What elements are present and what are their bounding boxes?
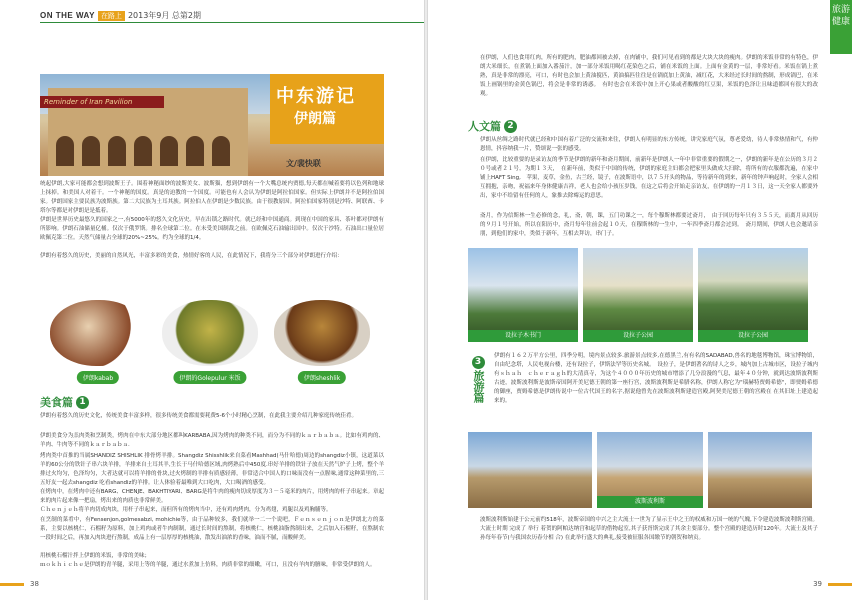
arch <box>212 136 230 166</box>
shiraz-photo-row <box>468 248 808 342</box>
photo-caption: 波斯波利斯 <box>597 496 703 508</box>
section-title: 人文篇 <box>468 120 501 133</box>
section-title: 旅游篇 <box>472 370 485 403</box>
footer-bar <box>828 583 852 586</box>
photo-gate <box>468 248 578 342</box>
culture-para-3: 斋月，作为信斯林一生必修的念，礼，斋，朝，课，五门功课之一，每个穆斯林都要过斋月， 由于回历每年只有３５５天，而离月从回历的９月１号开始，所以在阳历中，斋月每年往前会起１０天，在穆斯林的一生中，一年四季斋月都会过到。 斋月期间，伊朗人也会邀请亲朋，到他们的家中，类似于新年，互相去拜访，串门子。 <box>480 213 818 237</box>
food-para-5: Ｃｈｅｎｊｅｈ将羊肉切成肉块，用杆子串起来，而但所有的烤肉当中，还有鸡肉烤肉，分为鸡翅，鸡腿以及鸡胸脯等。 <box>40 507 332 513</box>
pavilion-banner: Reminder of Iran Pavilion <box>40 96 164 108</box>
photo-caption: 伊朗sheshlik <box>298 371 346 384</box>
section-title: 美食篇 <box>40 396 73 409</box>
section-heading-food <box>40 394 89 410</box>
rice-plate <box>162 300 258 366</box>
food-para-2: 伊朗美食分为羔肉类和烹制类，烤肉在中东大部分地区都叫KARBABA,因为烤肉的种类不同，而分为不同的ｋａｒｂａｂａ。比如有鸡肉的、羊肉、牛肉等不同的ｋａｒｂａｂａ. <box>40 433 384 448</box>
section-tag: 在路上 <box>98 11 125 21</box>
page-number: 39 <box>813 580 822 588</box>
persepolis-photo-row <box>468 432 812 508</box>
food-photo-row <box>50 300 370 386</box>
article-title: 中东游记 <box>276 86 356 107</box>
left-page <box>0 0 424 600</box>
header-rule <box>40 22 424 23</box>
arch <box>186 136 204 166</box>
article-subtitle: 伊朗篇 <box>294 111 336 127</box>
food-para-7: 用核桃石榴汁拌上伊朗的米饭，非常的美味； <box>40 553 151 559</box>
food-photo <box>274 300 370 386</box>
food-photo <box>162 300 258 386</box>
photo-persepolis-3 <box>708 432 812 508</box>
author-byline: 文/裴快联 <box>286 159 321 168</box>
culture-para-2: 在伊朗，比较重要的是录访友的季节是伊朗的新年和斋月期间，前新年是伊朗人一年中非常重要的假期之一，伊朗的新年是在公历的３月２０号或者２１号，为期１３天， 在新年前，类似于中国的传统，伊朗的家庭主妇都会把家里头做成大扫除，将所有的衣服都洗遍，在家中铺上HAFT Sing, 苹果，麦草，金鱼，古兰经，镜子，在波斯语中，以７５开头的物品，等待新年的到来，新年的钟声响起时，全家人会相互拥抱，亲吻，祝福来年身体健康吉祥，老人也会给小孩压岁钱，在这之后将会开始走亲访友，在伊朗的一月１３日，这一天全家人都要外出，家中不给留有任何的人，象推去除霉运的意思。 <box>480 157 818 199</box>
intro-para-3: 伊朗有着悠久的历史，美丽的自然风光，丰富多彩的美食，热情好客的人民，在此情况下，我将分三个部分对伊朗进行介绍： <box>40 253 343 259</box>
kabab-plate <box>50 300 146 366</box>
intro-para-1: 统起伊朗,大家可能都会想到波斯王子。围着神秘面纱的波斯美女、波斯猫，想到伊朗有一个大嘴总统内贾德,每天都在喊着要将以色列和地球上抹掉。和美国人对着干。一个神秘的国度。真是的迫教的一个国度。可能也有人会认为伊朗是阿拉伯国家。但实际上伊朗并不是阿拉伯国家。伊朗国家主要民族为波斯族。第二大民族为土耳其族。阿拉伯人在伊朗是少数民族。由于很教原因。阿拉伯国家特别是沙特、阿联酋、卡塔尔等都是对伊朗是是抵着。 <box>40 181 384 214</box>
photo-persepolis-1 <box>468 432 592 508</box>
photo-caption: 设拉子公园 <box>698 330 808 342</box>
section-heading-culture <box>468 118 517 134</box>
tab-line-1: 旅游 <box>831 5 850 15</box>
arch <box>82 136 100 166</box>
rice-paragraph: 在伊朗，人们也食用红肉，所有的肥肉，肥油都回被去掉，在肉铺中，我们可见看到的都是大块大块的瘦肉。伊朗的米饭非常的有特色，伊朗大米细长，在煮锅上面加入番茄汁，加一部分米饭用喝红花染色之后，铺在米饭的上面。上面有金黄的一层，非常好看。米饭在锅上煮熟，真是非常的漂亮，可口，有时也会加上黄油搅匹，黄油搞匹往往是在锅底加上黄油，减红花，大米经过长时间的熬制，形成锅巴，在米饭上画锅里的金黄色锅巴，将会是非常的诱惑。 有时也会在米饭中加上开心果或者酸酸的红豆果，米饭的色泽让且味道都回有很大的改观。 <box>480 55 818 97</box>
tab-line-2: 健康 <box>831 17 850 27</box>
footer-bar <box>0 583 24 586</box>
photo-persepolis-2 <box>597 432 703 508</box>
food-photo <box>50 300 146 386</box>
food-para-6: 在烹制的菜肴中，有Fensenjon,golmesabzi, mohichie等，由于品种较多，我们就举一二一个说吧，Ｆｅｎｓｅｎｊｏｎ是伊朗北方的菜系，主要以核桃仁，石榴籽为原料，加上鸡肉或者牛肉制制，通过长时间的熬制，将核桃仁，核桃油脂熬制出来，之后加入石榴籽，在熬制农一段时间之后，再加入肉块进行熬制，成品上有一层厚厚的核桃油，散发出油浓的香味，油而不腻，而酸鲜美。 <box>40 517 384 541</box>
food-para-4: 在烤肉中，在烤肉中还有BARG、CHENJE、BAKHTIYARI、BARG是将牛肉的瘦肉切成厚度为３－５毫米的肉片，用烤肉的杆子串起来。章起来的肉片起来像一把扇，烤出来的肉质也非常鲜美。 <box>40 489 384 504</box>
intro-para-2: 伊朗是世界历史最悠久的国家之一,有5000年的悠久文化历史。早在出锁之路时代。就已经和中国通商。到现在中国的家具、茶叶都对伊朗有所影响。伊朗石油储量亿桶。仅次于俄罗斯。排名全球第二位。在未受美国制裁之前。在欧佩克石油输出国中。仅次于沙特。石油出口量位居欧佩克第二位。天然气储量占全球的20%~25%。约为全球的1/4。 <box>40 217 384 241</box>
arch <box>134 136 152 166</box>
arch <box>108 136 126 166</box>
page-number: 38 <box>30 580 39 588</box>
food-para-3: 烤肉类中首推的当属SHANDIZ SHISHLIK 排骨烤羊排。Shangdiz Shisshlik来自菜看Mashhad(马什哈德)周边的shangdiz小镇，这道菜以羊的60公分的铁针子串六块羊排，羊排来自土耳其羊,生长于马什哈德区域,肉烤熟后中450度.串好羊排的铁针子放在天然气炉子上烤，整个羊排过火均匀，色泽均匀，大者达就可以将羊排的骨块,过火烤制的羊排有质感轻薄，非常适合中国人的口味而没有一点腥味,通常这种菜里的,三五好友一起去shangdiz 吃看shandiz的羊排。让人体验着最唯到大口吃肉，大口喝酒的感受。 <box>40 453 384 486</box>
section-number: 1 <box>76 396 89 409</box>
hero-image <box>40 74 384 176</box>
section-tab <box>830 0 852 54</box>
photo-garden <box>583 248 693 342</box>
photo-caption: 伊朗的Golepulur 米饭 <box>173 371 246 384</box>
issue-date: 2013年9月 总第2期 <box>127 11 202 20</box>
arch <box>160 136 178 166</box>
food-para-8: ｍｏｋｈｉｃｈｅ是伊朗的青羊腿，采用上等的羊腿，通过水煮加上仿料，肉质非常的细嫩，可口，且没有羊肉的膻味，非常受伊朗的人。 <box>40 562 376 568</box>
persepolis-paragraph: 波斯波利斯始建于公元前约518年，波斯帝国的中兴之主大流士一世为了显示王中之王的权威和万国一统的气魄,下令建造波斯波利斯宫殿。大流士时期 完成了 举行 着贺的阿帕达纳宫和起草的借物起室,其子获胥斯完成了其余主要部分。整个宫殿的建造历时120年。大流士及其子孙每年春节(与我国农历春分相 合) 在此举行盛大的典礼,接受被征服各国缴节的朝贺和纳贡。 <box>480 517 818 541</box>
sheshlik-plate <box>274 300 370 366</box>
section-number: 2 <box>504 120 517 133</box>
right-page <box>428 0 852 600</box>
photo-park <box>698 248 808 342</box>
brand-name: ON THE WAY <box>40 11 95 20</box>
photo-caption: 设拉子木书门 <box>468 330 578 342</box>
photo-caption: 设拉子公园 <box>583 330 693 342</box>
arch <box>56 136 74 166</box>
travel-paragraph: 伊朗有１６２万平方公里，四季分明，境内景点较多.旅游景点较多,在德黑兰,有有名的SADABAD,兽名的地毯博物馆，珠宝博物馆，自由纪念塔，人民电视台楼，还有设拉子，伊斯法罕等历史名城。 设拉子，是伊朗著名的诗人之乡，城内加上古城市区，设拉子城内有ｓｈａｈ ｃｈｅｒａｇｈ的大清真寺，为这个４０００年历史的城市增添了几分浪漫的气息，最年４０分钟，就到达波斯波利斯古迹，波斯波利斯是波斯帝国阿开美尼德王朝的第一座行宫，波斯波利斯是希腊名称，伊朗人称它为"瑙赫特贾姆希德"，即贾姆希德的御座，贾姆希德是伊朗传说中一位古代国王的名字,据说他曾先在波斯波利斯建造宫殿,阿契美尼德王朝的宫殿在 在其旧址上建造起来的。 <box>494 353 818 404</box>
food-para-1: 伊朗有着悠久的历史文化，传统美食丰富多样，很多传统美食都需要耗费5-6个小时精心烹制，在此我主要介绍几种家庭传统佳肴。 <box>40 413 357 419</box>
section-number: 3 <box>472 356 485 369</box>
photo-caption: 伊朗kabab <box>77 371 119 384</box>
page-header <box>40 10 201 21</box>
section-heading-travel <box>470 356 486 403</box>
culture-para-1: 伊朗从丝绸之路时代就已经和中国有着广泛的交流和来往，伊朗人有明显的东方传统，讲究家庭气氛，尊老爱幼，待人非常热情和气，有仲恩情，抖容纳我一片，赞颂说一张的感受。 <box>480 137 818 152</box>
